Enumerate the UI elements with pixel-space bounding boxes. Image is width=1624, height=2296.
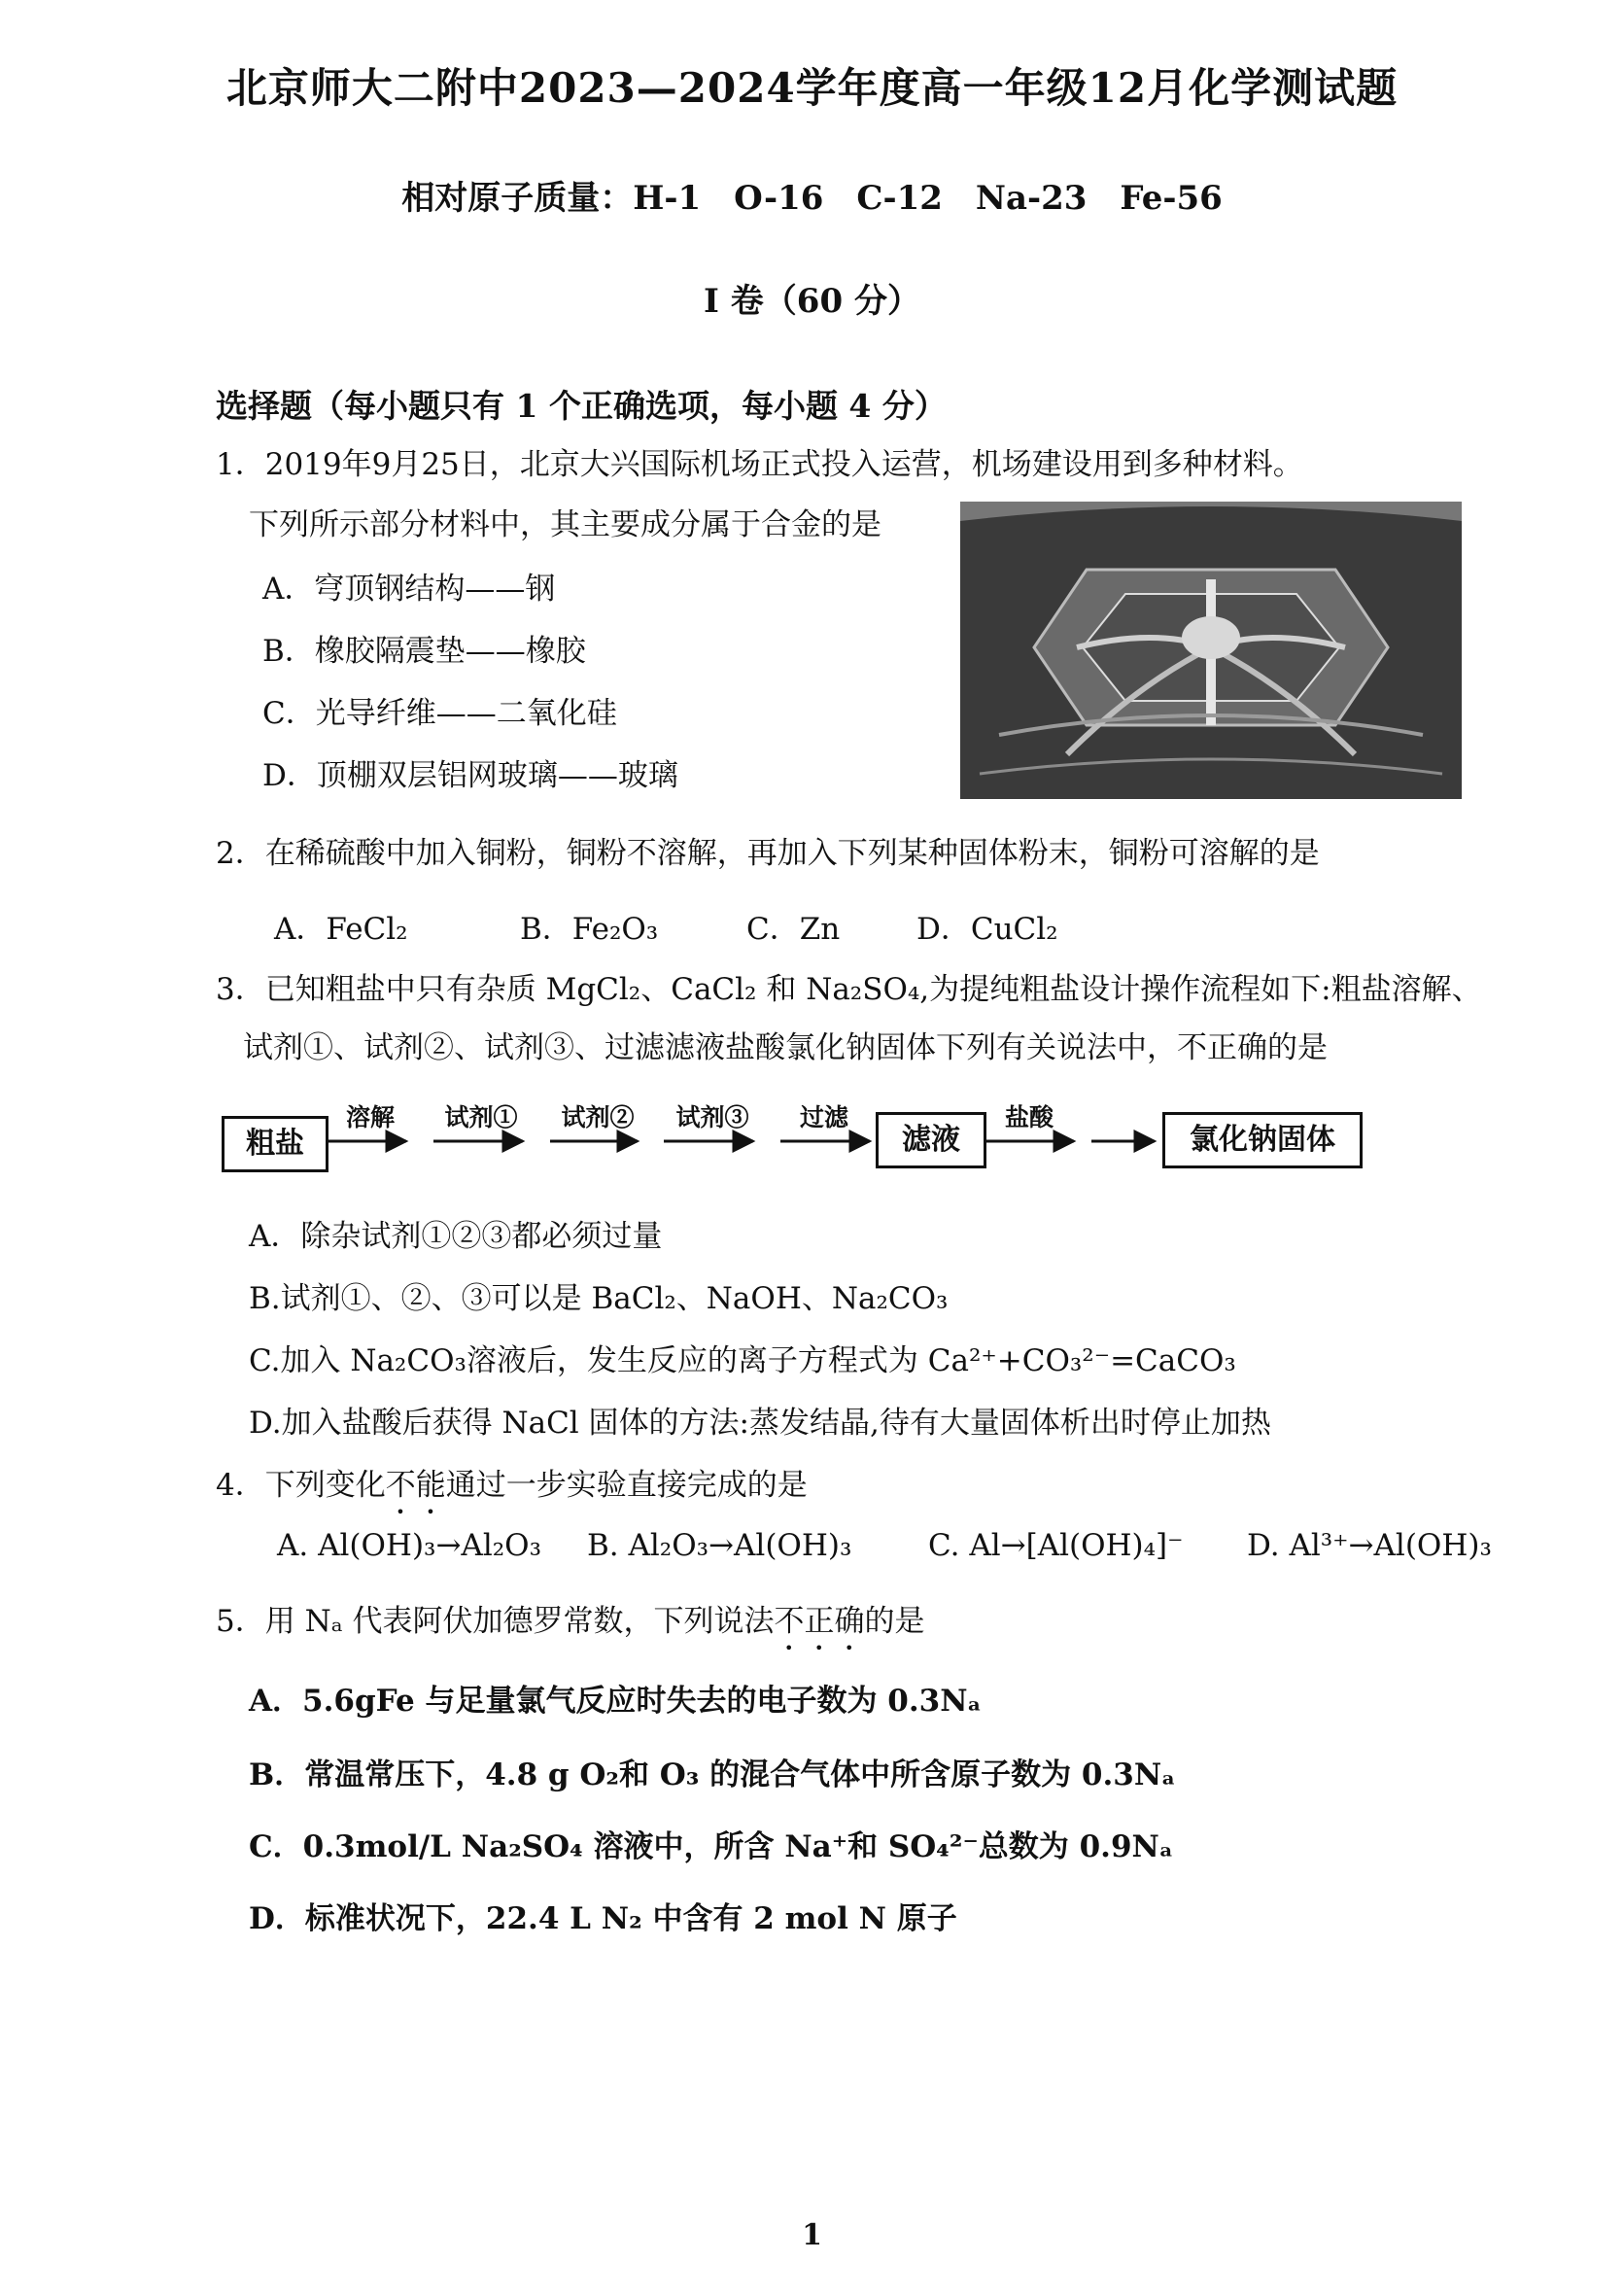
q1-stem-line1: 1．2019年9月25日，北京大兴国际机场正式投入运营，机场建设用到多种材料。 bbox=[216, 447, 1303, 482]
flow-label-filter: 过滤 bbox=[799, 1103, 848, 1131]
q4-stem-suffix: 通过一步实验直接完成的是 bbox=[445, 1468, 808, 1503]
flow-box-filtrate: 滤液 bbox=[876, 1112, 986, 1168]
q5-stem-prefix: 5．用 Nₐ 代表阿伏加德罗常数，下列说法 bbox=[216, 1604, 775, 1639]
q4-stem-prefix: 4．下列变化 bbox=[216, 1468, 386, 1503]
atomic-mass-line: 相对原子质量：H-1 O-16 C-12 Na-23 Fe-56 bbox=[401, 179, 1223, 218]
q5-option-c: C．0.3mol/L Na₂SO₄ 溶液中，所含 Na⁺和 SO₄²⁻总数为 0.9Nₐ bbox=[249, 1829, 1174, 1864]
exam-title: 北京师大二附中2023—2024学年度高一年级12月化学测试题 bbox=[225, 64, 1399, 112]
section-heading: 选择题（每小题只有 1 个正确选项，每小题 4 分） bbox=[216, 387, 947, 425]
q4-option-d: D. Al³⁺→Al(OH)₃ bbox=[1247, 1528, 1492, 1563]
page-number: 1 bbox=[802, 2218, 822, 2252]
q5-stem-emphasis: 不正确 bbox=[774, 1604, 865, 1639]
q1-stem-line2: 下列所示部分材料中，其主要成分属于合金的是 bbox=[249, 507, 881, 542]
q5-option-d: D．标准状况下，22.4 L N₂ 中含有 2 mol N 原子 bbox=[249, 1901, 957, 1936]
q4-option-c: C. Al→[Al(OH)₄]⁻ bbox=[928, 1528, 1184, 1563]
part-heading: I 卷（60 分） bbox=[704, 282, 920, 321]
purification-flowchart bbox=[222, 1098, 1368, 1176]
q2-option-c: C．Zn bbox=[746, 912, 841, 947]
q1-option-a: A．穹顶钢结构——钢 bbox=[262, 572, 556, 607]
q1-option-b: B．橡胶隔震垫——橡胶 bbox=[262, 634, 586, 669]
q5-stem-suffix: 的是 bbox=[864, 1604, 925, 1639]
q3-option-d: D.加入盐酸后获得 NaCl 固体的方法:蒸发结晶,待有大量固体析出时停止加热 bbox=[249, 1406, 1271, 1441]
q3-option-a: A．除杂试剂①②③都必须过量 bbox=[249, 1219, 663, 1254]
q3-stem-line2: 试剂①、试剂②、试剂③、过滤滤液盐酸氯化钠固体下列有关说法中，不正确的是 bbox=[243, 1030, 1328, 1065]
flow-box-nacl-solid: 氯化钠固体 bbox=[1162, 1112, 1363, 1168]
flow-box-crude-salt: 粗盐 bbox=[222, 1116, 328, 1172]
q1-option-d: D．顶棚双层铝网玻璃——玻璃 bbox=[262, 758, 678, 793]
airport-aerial-photo bbox=[960, 502, 1462, 799]
q2-option-a: A．FeCl₂ bbox=[274, 912, 408, 947]
q2-stem: 2．在稀硫酸中加入铜粉，铜粉不溶解，再加入下列某种固体粉末，铜粉可溶解的是 bbox=[216, 836, 1320, 871]
q5-option-b: B．常温常压下，4.8 g O₂和 O₃ 的混合气体中所含原子数为 0.3Nₐ bbox=[249, 1757, 1176, 1792]
q2-option-d: D．CuCl₂ bbox=[916, 912, 1058, 947]
q2-option-b: B．Fe₂O₃ bbox=[520, 912, 659, 947]
q4-stem bbox=[216, 1460, 808, 1521]
q3-stem-line1: 3．已知粗盐中只有杂质 MgCl₂、CaCl₂ 和 Na₂SO₄,为提纯粗盐设计操作流程如下:粗盐溶解、 bbox=[216, 972, 1482, 1007]
flow-label-hcl: 盐酸 bbox=[1004, 1103, 1054, 1131]
q1-option-c: C．光导纤维——二氧化硅 bbox=[262, 696, 617, 731]
q4-option-a: A. Al(OH)₃→Al₂O₃ bbox=[277, 1528, 542, 1563]
flow-label-dissolve: 溶解 bbox=[345, 1103, 395, 1131]
q5-option-a: A．5.6gFe 与足量氯气反应时失去的电子数为 0.3Nₐ bbox=[249, 1684, 982, 1719]
q3-option-b: B.试剂①、②、③可以是 BaCl₂、NaOH、Na₂CO₃ bbox=[249, 1281, 949, 1316]
flow-label-reagent-1: 试剂① bbox=[444, 1103, 518, 1131]
flow-label-reagent-2: 试剂② bbox=[561, 1103, 635, 1131]
q4-stem-emphasis: 不能 bbox=[385, 1468, 446, 1503]
q5-stem bbox=[216, 1596, 925, 1657]
q4-option-b: B. Al₂O₃→Al(OH)₃ bbox=[587, 1528, 852, 1563]
q3-option-c: C.加入 Na₂CO₃溶液后，发生反应的离子方程式为 Ca²⁺+CO₃²⁻=CaCO₃ bbox=[249, 1343, 1236, 1378]
flow-label-reagent-3: 试剂③ bbox=[675, 1103, 749, 1131]
